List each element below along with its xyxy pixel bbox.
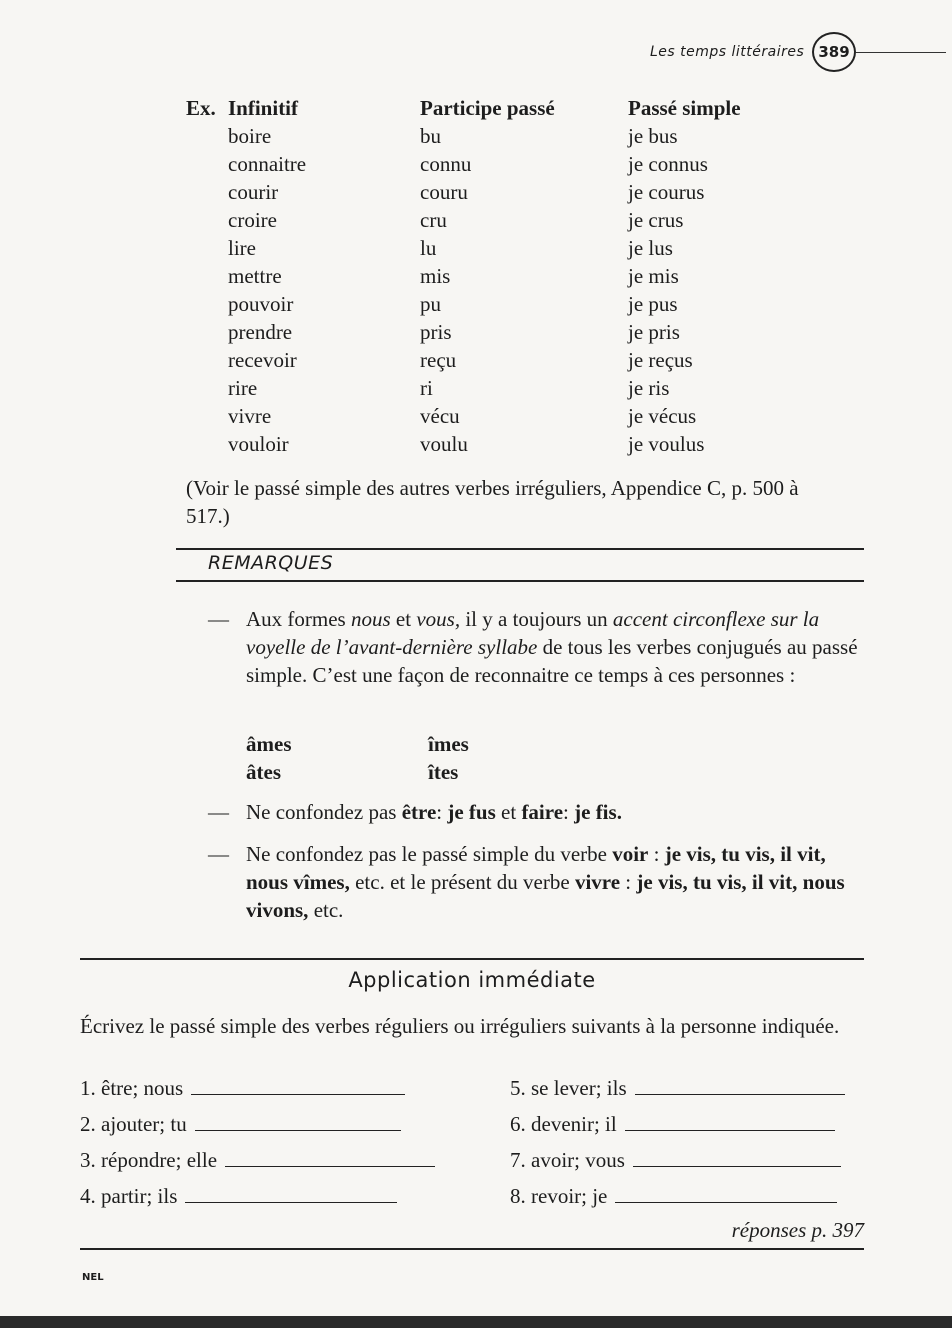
answer-blank[interactable] (191, 1074, 405, 1095)
emphasis: je vis, tu vis, il vit, nous vîmes, (246, 842, 826, 894)
remarque-2 (208, 798, 868, 826)
running-head: Les temps littéraires (650, 44, 805, 60)
emphasis: faire (521, 800, 564, 824)
scan-edge (0, 1316, 952, 1328)
answer-blank[interactable] (635, 1074, 845, 1095)
item-prompt: 4. partir; ils (80, 1184, 178, 1208)
emphasis: être (401, 800, 437, 824)
application-top-rule (80, 958, 864, 960)
text: : (648, 842, 665, 866)
table-cell: je crus (628, 208, 684, 232)
item-prompt: 7. avoir; vous (510, 1148, 625, 1172)
table-cell: je courus (628, 180, 705, 204)
table-cell: lu (420, 236, 437, 260)
passe-simple-column (628, 94, 741, 458)
dash: — (208, 607, 229, 631)
emphasis: je fus (447, 800, 496, 824)
text: : (436, 800, 448, 824)
table-cell: vivre (228, 404, 272, 428)
application-title: Application immédiate (348, 968, 596, 992)
text: et (495, 800, 522, 824)
table-cell: je vécus (628, 404, 697, 428)
item-prompt: 6. devenir; il (510, 1112, 617, 1136)
item-prompt: 3. répondre; elle (80, 1148, 218, 1172)
table-cell: pouvoir (228, 292, 294, 316)
table-cell: lire (228, 236, 256, 260)
table-cell: je voulus (628, 432, 705, 456)
answer-blank[interactable] (615, 1182, 837, 1203)
table-cell: je ris (628, 376, 670, 400)
exercise-item-3 (80, 1146, 435, 1174)
text: etc. et le présent du verbe (349, 870, 575, 894)
text: Ne confondez pas (246, 800, 402, 824)
text: et (390, 607, 417, 631)
participe-passe-column (420, 94, 555, 458)
emphasis: vous, (416, 607, 461, 631)
remarques-bottom-rule (176, 580, 864, 582)
exercise-item-5 (510, 1074, 845, 1102)
table-cell: vécu (420, 404, 460, 428)
remarques-title: REMARQUES (208, 552, 334, 574)
table-cell: boire (228, 124, 272, 148)
table-cell: mettre (228, 264, 282, 288)
item-prompt: 2. ajouter; tu (80, 1112, 187, 1136)
table-cell: courir (228, 180, 279, 204)
ending-form: âmes (246, 732, 292, 756)
emphasis: nous (350, 607, 391, 631)
table-cell: recevoir (228, 348, 297, 372)
table-cell: bu (420, 124, 441, 148)
answer-blank[interactable] (625, 1110, 835, 1131)
page-number: 389 (812, 32, 856, 72)
exercise-item-6 (510, 1110, 835, 1138)
exercise-item-7 (510, 1146, 841, 1174)
table-cell: couru (420, 180, 468, 204)
table-cell: je bus (628, 124, 678, 148)
text: il y a toujours un (460, 607, 613, 631)
column-header: Participe passé (420, 96, 555, 120)
text: Aux formes (246, 607, 351, 631)
item-prompt: 1. être; nous (80, 1076, 184, 1100)
table-cell: je reçus (628, 348, 693, 372)
example-label: Ex. (186, 96, 216, 120)
dash: — (208, 842, 229, 866)
table-cell: mis (420, 264, 451, 288)
text: etc. (308, 898, 344, 922)
application-bottom-rule (80, 1248, 864, 1250)
table-cell: je pus (628, 292, 678, 316)
infinitif-column (228, 94, 306, 458)
item-prompt: 5. se lever; ils (510, 1076, 627, 1100)
table-cell: reçu (420, 348, 457, 372)
exercise-item-1 (80, 1074, 405, 1102)
table-cell: vouloir (228, 432, 289, 456)
emphasis: je vis, tu vis, il vit, nous vivons, (246, 870, 845, 922)
text: : (563, 800, 575, 824)
header-rule (856, 52, 946, 53)
emphasis: accent circonflexe sur la voyelle de l’avant-dernière syllabe (246, 607, 820, 659)
table-cell: pris (420, 320, 452, 344)
publisher-code: NEL (82, 1272, 104, 1283)
ending-form: îmes (428, 732, 469, 756)
table-cell: je connus (628, 152, 708, 176)
table-cell: je mis (628, 264, 679, 288)
ending-form: âtes (246, 760, 281, 784)
application-instruction: Écrivez le passé simple des verbes réguliers ou irréguliers suivants à la personne indiquée. (80, 1014, 840, 1038)
exercise-item-2 (80, 1110, 401, 1138)
text: Ne confondez pas le passé simple du verbe (246, 842, 613, 866)
answer-blank[interactable] (195, 1110, 401, 1131)
answers-reference: réponses p. 397 (731, 1218, 864, 1242)
table-cell: croire (228, 208, 277, 232)
table-cell: cru (420, 208, 447, 232)
table-cell: connu (420, 152, 472, 176)
ending-forms-b (428, 730, 469, 786)
table-cell: rire (228, 376, 258, 400)
ending-form: îtes (428, 760, 459, 784)
answer-blank[interactable] (633, 1146, 841, 1167)
emphasis: voir (612, 842, 649, 866)
table-cell: je pris (628, 320, 680, 344)
table-cell: pu (420, 292, 441, 316)
remarque-1 (208, 605, 868, 689)
table-cell: voulu (420, 432, 468, 456)
dash: — (208, 800, 229, 824)
exercise-item-4 (80, 1182, 397, 1210)
text: de tous les verbes conjugués au passé simple. C’est une façon de reconnaitre ce temps à ces personnes : (246, 635, 858, 687)
answer-blank[interactable] (185, 1182, 397, 1203)
table-cell: connaitre (228, 152, 307, 176)
answer-blank[interactable] (225, 1146, 435, 1167)
item-prompt: 8. revoir; je (510, 1184, 608, 1208)
column-header: Infinitif (228, 96, 299, 120)
ending-forms-a (246, 730, 292, 786)
exercise-item-8 (510, 1182, 837, 1210)
column-header: Passé simple (628, 96, 741, 120)
appendix-note: (Voir le passé simple des autres verbes irréguliers, Appendice C, p. 500 à 517.) (186, 476, 799, 528)
remarque-3 (208, 840, 868, 924)
table-cell: prendre (228, 320, 293, 344)
table-cell: je lus (628, 236, 673, 260)
text: : (620, 870, 637, 894)
remarques-top-rule (176, 548, 864, 550)
emphasis: vivre (574, 870, 621, 894)
emphasis: je fis. (574, 800, 622, 824)
table-cell: ri (420, 376, 433, 400)
